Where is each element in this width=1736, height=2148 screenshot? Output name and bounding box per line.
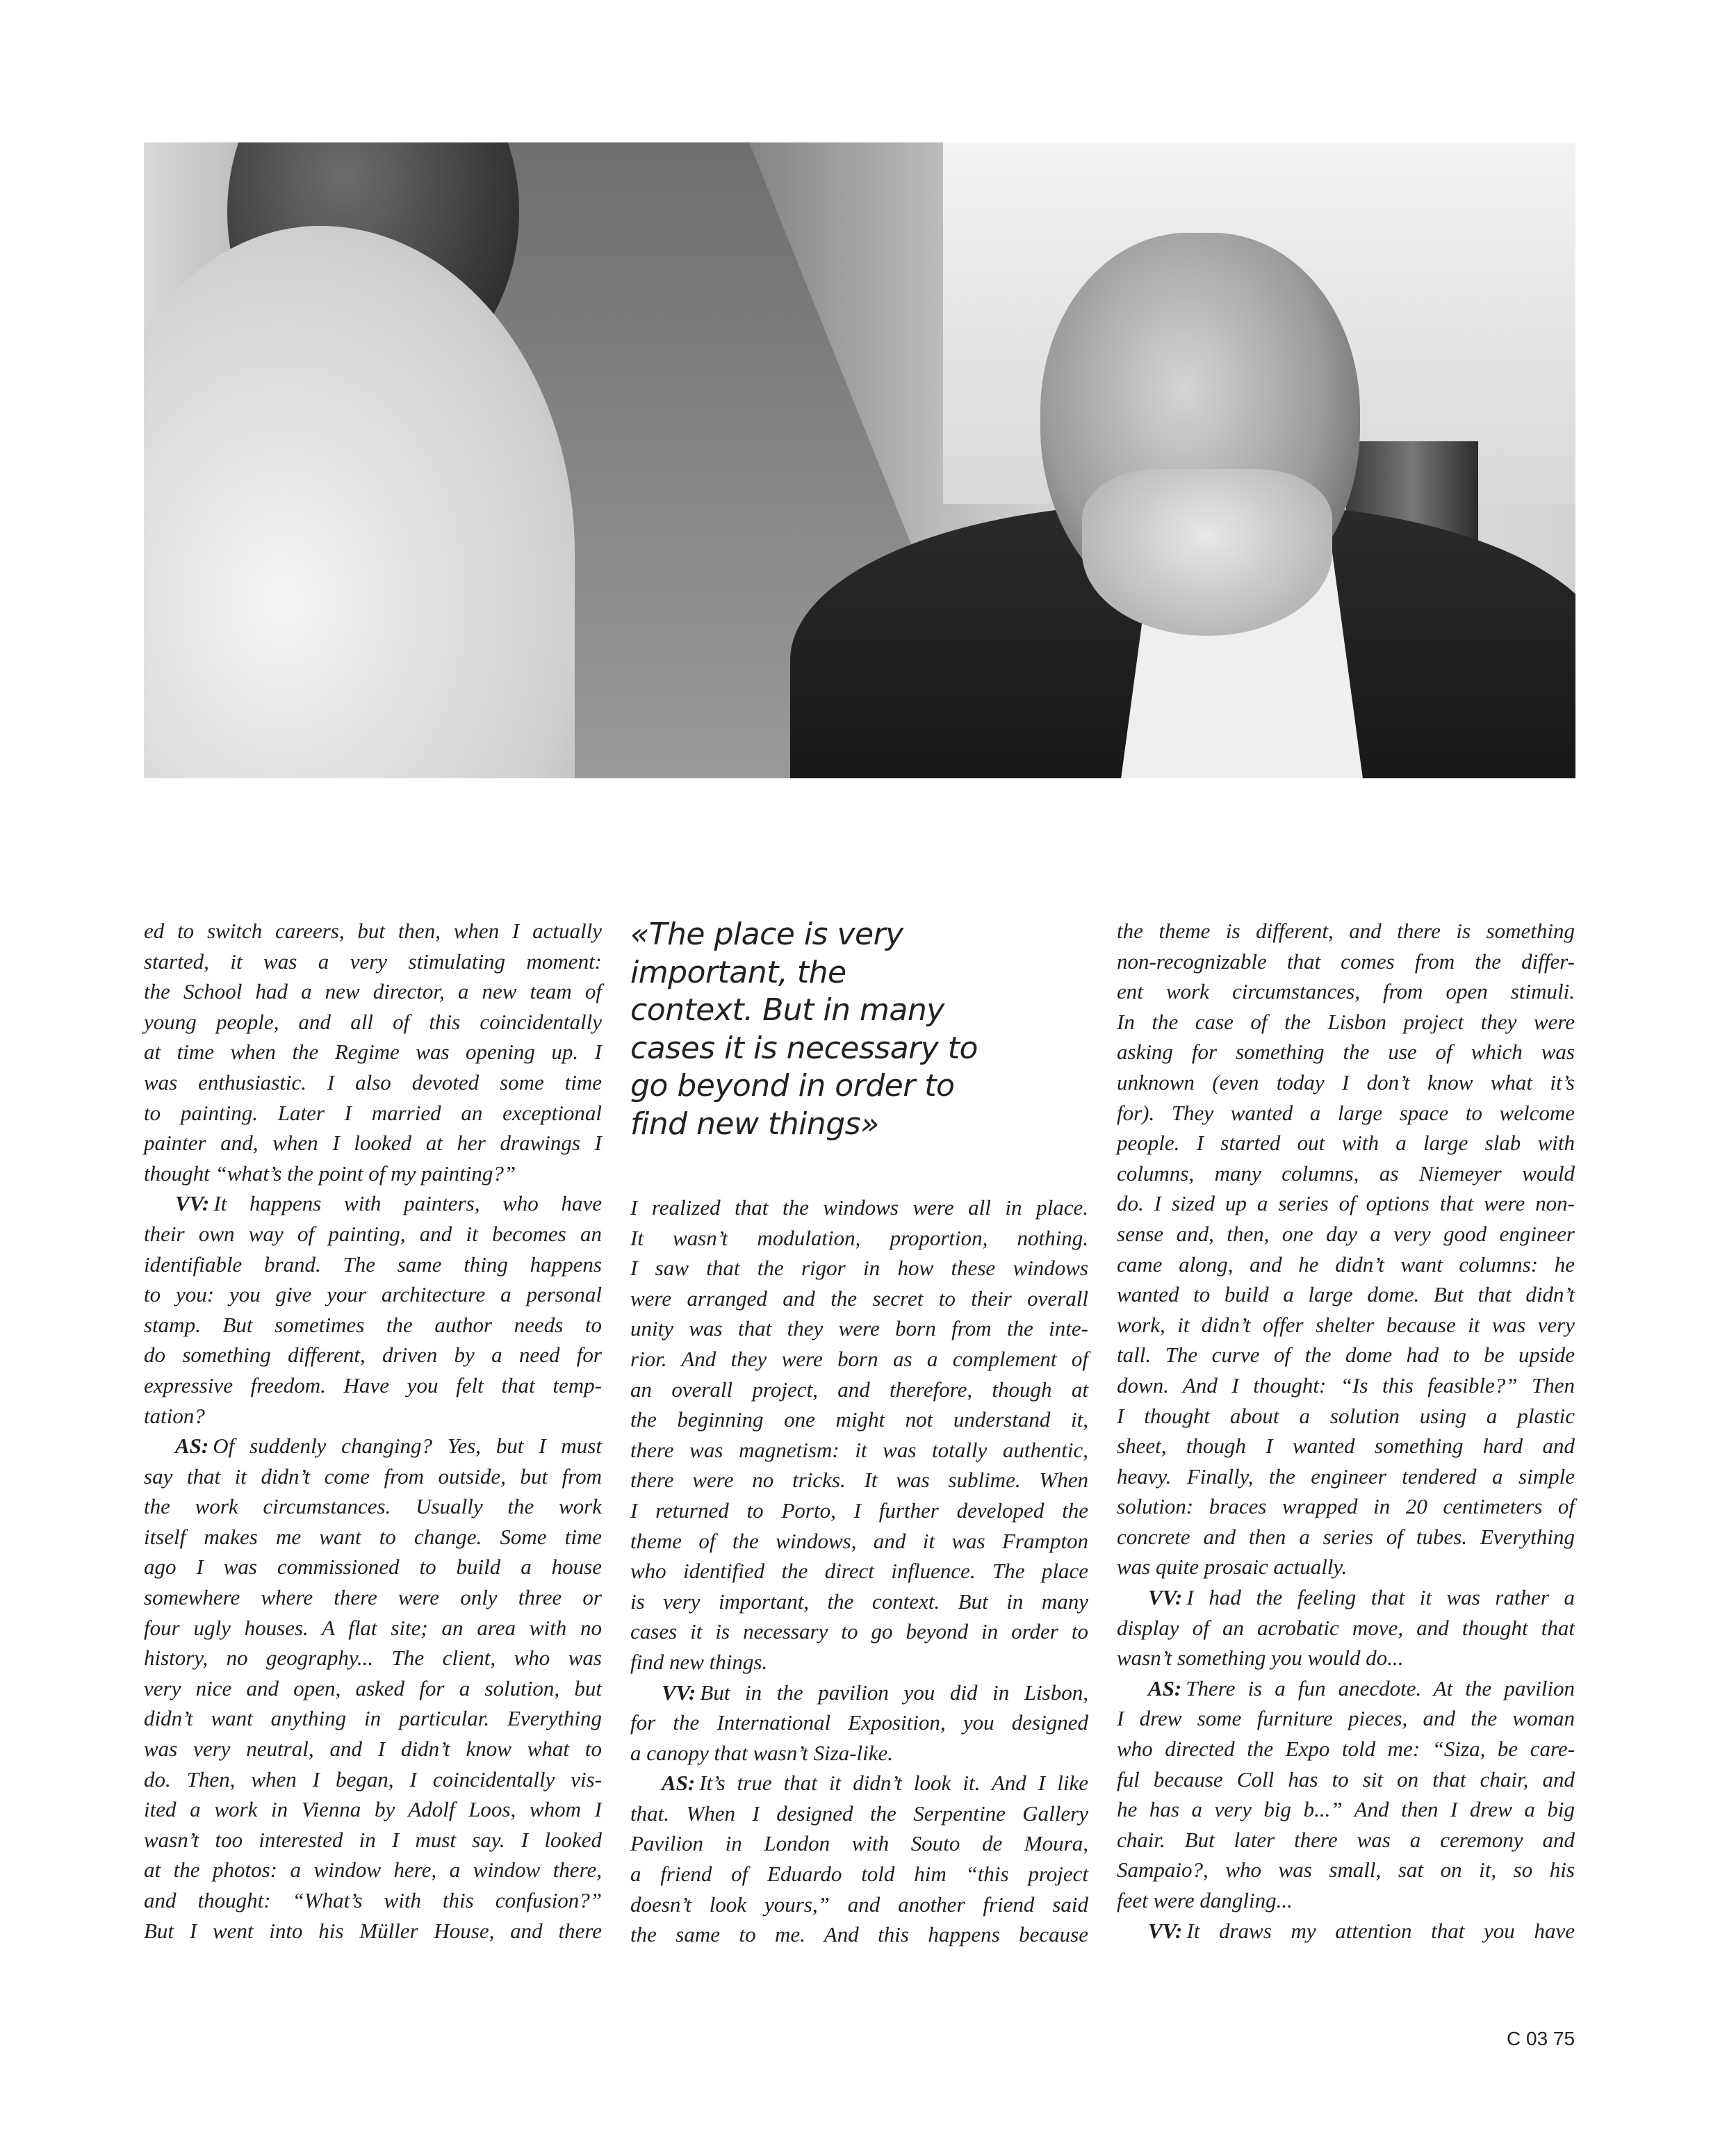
speaker-label: VV: [175,1191,210,1216]
text-line [144,1855,602,1885]
line-text: at the photos: a window here, a window there, [144,1858,602,1883]
text-line [630,1404,1088,1435]
line-text: were arranged and the secret to their overall [630,1286,1088,1311]
line-text: I returned to Porto, I further developed the [630,1498,1088,1523]
text-line [1117,1461,1575,1492]
text-line [144,946,602,977]
text-line [1117,1007,1575,1038]
line-text: There is a fun anecdote. At the pavilion [1186,1675,1575,1700]
line-text: asking for something the use of which was [1117,1040,1575,1065]
speaker-label: VV: [1148,1918,1183,1943]
line-text: that. When I designed the Serpentine Gallery [630,1801,1088,1826]
text-line [630,1313,1088,1344]
text-line [144,1673,602,1704]
line-text: identifiable brand. The same thing happens [144,1252,602,1277]
line-text: non-recognizable that comes from the differ- [1117,949,1575,974]
line-text: four ugly houses. A flat site; an area with no [144,1615,602,1640]
text-line [1117,1188,1575,1219]
line-text: I realized that the windows were all in place. [630,1195,1088,1220]
line-text: at time when the Regime was opening up. I [144,1040,602,1065]
line-text: there was magnetism: it was totally authentic, [630,1437,1088,1462]
text-line [630,1556,1088,1587]
line-text: the School had a new director, a new team of [144,979,602,1004]
text-line [1117,1764,1575,1795]
line-text: cases it is necessary to go beyond in order to [630,1619,1088,1644]
line-text: a friend of Eduardo told him “this project [630,1862,1088,1887]
line-text: history, no geography... The client, who was [144,1646,602,1671]
text-line [630,1768,1088,1798]
text-line [1117,1825,1575,1855]
line-text: wanted to build a large dome. But that didn’t [1117,1282,1575,1307]
text-line [630,1859,1088,1889]
text-line [144,1219,602,1249]
text-line [144,1643,602,1673]
line-text: itself makes me want to change. Some time [144,1524,602,1549]
speaker-label: AS: [1148,1675,1182,1700]
line-text: do something different, driven by a need for [144,1343,602,1368]
text-line [630,1253,1088,1284]
speaker-label: VV: [1148,1585,1183,1610]
text-line [144,1461,602,1492]
text-line [630,1647,1088,1678]
text-line [144,1310,602,1341]
text-line [144,1370,602,1401]
text-line [144,1067,602,1098]
line-text: unknown (even today I don’t know what it’s [1117,1069,1575,1095]
text-line [630,1223,1088,1254]
line-text: do. Then, when I began, I coincidentally vis- [144,1766,602,1792]
line-text: It’s true that it didn’t look it. And I like [699,1771,1088,1796]
line-text: feet were dangling... [1117,1888,1293,1912]
text-line [144,976,602,1007]
line-text: heavy. Finally, the engineer tendered a simple [1117,1464,1575,1489]
pull-quote-line: important, the [630,954,846,990]
interviewee-beard [1082,469,1332,636]
text-line [630,1526,1088,1557]
text-line [144,1734,602,1764]
line-text: very nice and open, asked for a solution, but [144,1675,602,1700]
text-line [630,1798,1088,1829]
text-line [1117,1885,1575,1916]
line-text: I drew some furniture pieces, and the woman [1117,1706,1575,1731]
text-column-1 [144,916,602,1946]
line-text: do. I sized up a series of options that were non- [1117,1191,1575,1216]
line-text: wasn’t something you would do... [1117,1646,1404,1671]
text-line [144,1582,602,1613]
text-column-2 [630,1192,1088,1950]
line-text: tation? [144,1403,205,1428]
line-text: the beginning one might not understand it, [630,1407,1088,1432]
line-text: to painting. Later I married an exceptional [144,1100,602,1125]
line-text: somewhere where there were only three or [144,1585,602,1610]
line-text: the work circumstances. Usually the work [144,1494,602,1519]
line-text: young people, and all of this coincidentally [144,1009,602,1034]
text-line [144,1491,602,1522]
text-line [630,1707,1088,1738]
text-line [1117,1098,1575,1129]
line-text: their own way of painting, and it becomes an [144,1221,602,1246]
line-text: wasn’t too interested in I must say. I looked [144,1827,602,1852]
text-line [1117,1643,1575,1673]
text-line [144,1552,602,1582]
line-text: to you: you give your architecture a personal [144,1282,602,1307]
speaker-label: AS: [662,1771,696,1796]
text-line [1117,916,1575,946]
text-line [1117,1916,1575,1946]
text-line [1117,1522,1575,1552]
line-text: was quite prosaic actually. [1117,1555,1348,1580]
text-line [144,1794,602,1825]
text-line [144,1098,602,1129]
line-text: rior. And they were born as a complement of [630,1346,1088,1371]
line-text: the theme is different, and there is something [1117,919,1575,943]
text-line [1117,1279,1575,1310]
text-line [630,1344,1088,1375]
text-line [144,1916,602,1946]
line-text: I thought about a solution using a plastic [1117,1403,1575,1428]
text-line [630,1587,1088,1617]
line-text: Sampaio?, who was small, sat on it, so his [1117,1858,1575,1883]
line-text: didn’t want anything in particular. Everything [144,1706,602,1731]
text-line [1117,1734,1575,1764]
line-text: say that it didn’t come from outside, but from [144,1464,602,1489]
text-line [630,1889,1088,1920]
line-text: But I went into his Müller House, and there [144,1918,602,1943]
text-line [1117,1340,1575,1370]
text-line [1117,1370,1575,1401]
line-text: stamp. But sometimes the author needs to [144,1312,602,1337]
text-line [1117,1128,1575,1158]
text-line [1117,1158,1575,1189]
text-line [630,1435,1088,1466]
text-line [144,916,602,946]
text-line [144,1128,602,1158]
line-text: work, it didn’t offer shelter because it was very [1117,1312,1575,1337]
text-line [144,1401,602,1432]
line-text: But in the pavilion you did in Lisbon, [700,1680,1088,1705]
line-text: display of an acrobatic move, and thought that [1117,1615,1575,1640]
text-line [144,1613,602,1643]
line-text: was enthusiastic. I also devoted some time [144,1069,602,1095]
text-line [630,1192,1088,1223]
line-text: down. And I thought: “Is this feasible?” Then [1117,1372,1575,1397]
pull-quote [630,916,1089,1143]
text-line [144,1885,602,1916]
text-line [144,1764,602,1795]
text-line [1117,1219,1575,1249]
line-text: It draws my attention that you have [1186,1918,1575,1943]
line-text: ited a work in Vienna by Adolf Loos, whom I [144,1797,602,1822]
pull-quote-line: context. But in many [630,992,944,1028]
text-line [1117,1582,1575,1613]
text-line [144,1431,602,1461]
line-text: Pavilion in London with Souto de Moura, [630,1831,1088,1856]
text-line [630,1738,1088,1769]
text-line [630,1465,1088,1495]
text-line [1117,1794,1575,1825]
speaker-label: VV: [662,1680,696,1705]
text-line [1117,1855,1575,1885]
line-text: ent work circumstances, from open stimuli. [1117,979,1575,1004]
line-text: solution: braces wrapped in 20 centimeters of [1117,1494,1575,1519]
line-text: and thought: “What’s with this confusion?” [144,1888,602,1912]
line-text: expressive freedom. Have you felt that temp- [144,1372,602,1397]
text-line [144,1825,602,1855]
line-text: who identified the direct influence. The place [630,1559,1088,1584]
text-line [1117,1491,1575,1522]
line-text: It happens with painters, who have [213,1191,602,1216]
text-line [630,1616,1088,1647]
line-text: find new things. [630,1649,768,1674]
pull-quote-line: find new things» [630,1106,879,1142]
line-text: thought “what’s the point of my painting?” [144,1161,516,1186]
line-text: concrete and then a series of tubes. Everything [1117,1524,1575,1549]
line-text: In the case of the Lisbon project they were [1117,1009,1575,1034]
text-line [144,1249,602,1280]
pull-quote-line: go beyond in order to [630,1068,955,1104]
text-line [630,1375,1088,1405]
text-line [144,1703,602,1734]
text-line [1117,1067,1575,1098]
speaker-label: AS: [175,1434,209,1459]
line-text: he has a very big b...” And then I drew a big [1117,1797,1575,1822]
text-line [144,1158,602,1189]
text-line [630,1284,1088,1314]
line-text: Of suddenly changing? Yes, but I must [213,1434,602,1459]
text-line [630,1495,1088,1526]
line-text: came along, and he didn’t want columns: he [1117,1252,1575,1277]
text-line [144,1188,602,1219]
text-line [1117,1613,1575,1643]
line-text: a canopy that wasn’t Siza-like. [630,1740,893,1765]
line-text: sense and, then, one day a very good engineer [1117,1221,1575,1246]
text-line [630,1828,1088,1859]
text-line [1117,1401,1575,1432]
text-line [144,1279,602,1310]
line-text: ago I was commissioned to build a house [144,1555,602,1580]
line-text: painter and, when I looked at her drawings I [144,1131,602,1156]
interview-photo [144,142,1575,778]
line-text: It wasn’t modulation, proportion, nothing. [630,1225,1088,1250]
line-text: there were no tricks. It was sublime. When [630,1468,1088,1493]
line-text: the same to me. And this happens because [630,1922,1088,1947]
line-text: chair. But later there was a ceremony and [1117,1827,1575,1852]
text-line [1117,946,1575,977]
line-text: ed to switch careers, but then, when I actually [144,919,602,943]
line-text: columns, many columns, as Niemeyer would [1117,1161,1575,1186]
text-line [1117,1037,1575,1067]
line-text: I had the feeling that it was rather a [1186,1585,1575,1610]
text-line [144,1037,602,1067]
line-text: an overall project, and therefore, though at [630,1377,1088,1402]
line-text: people. I started out with a large slab with [1117,1131,1575,1156]
line-text: tall. The curve of the dome had to be upside [1117,1343,1575,1368]
line-text: theme of the windows, and it was Frampton [630,1528,1088,1553]
text-line [1117,1431,1575,1461]
text-line [1117,1310,1575,1341]
text-line [144,1522,602,1552]
text-line [1117,1552,1575,1582]
text-line [1117,1703,1575,1734]
line-text: started, it was a very stimulating moment: [144,949,602,974]
line-text: doesn’t look yours,” and another friend said [630,1892,1088,1917]
page-number: C 03 75 [1507,2028,1575,2049]
text-line [144,1340,602,1370]
line-text: is very important, the context. But in many [630,1589,1088,1614]
text-line [630,1678,1088,1708]
line-text: unity was that they were born from the inte- [630,1316,1088,1341]
text-line [144,1007,602,1038]
line-text: for the International Exposition, you designed [630,1710,1088,1735]
text-line [1117,1249,1575,1280]
pull-quote-line: cases it is necessary to [630,1030,978,1066]
line-text: ful because Coll has to sit on that chair, and [1117,1766,1575,1792]
line-text: was very neutral, and I didn’t know what to [144,1737,602,1762]
pull-quote-line: «The place is very [630,917,903,952]
line-text: who directed the Expo told me: “Siza, be care- [1117,1737,1575,1762]
line-text: sheet, though I wanted something hard and [1117,1434,1575,1459]
line-text: I saw that the rigor in how these windows [630,1256,1088,1281]
text-line [1117,976,1575,1007]
text-column-3 [1117,916,1575,1946]
text-line [630,1919,1088,1950]
line-text: for). They wanted a large space to welcome [1117,1100,1575,1125]
text-line [1117,1673,1575,1704]
